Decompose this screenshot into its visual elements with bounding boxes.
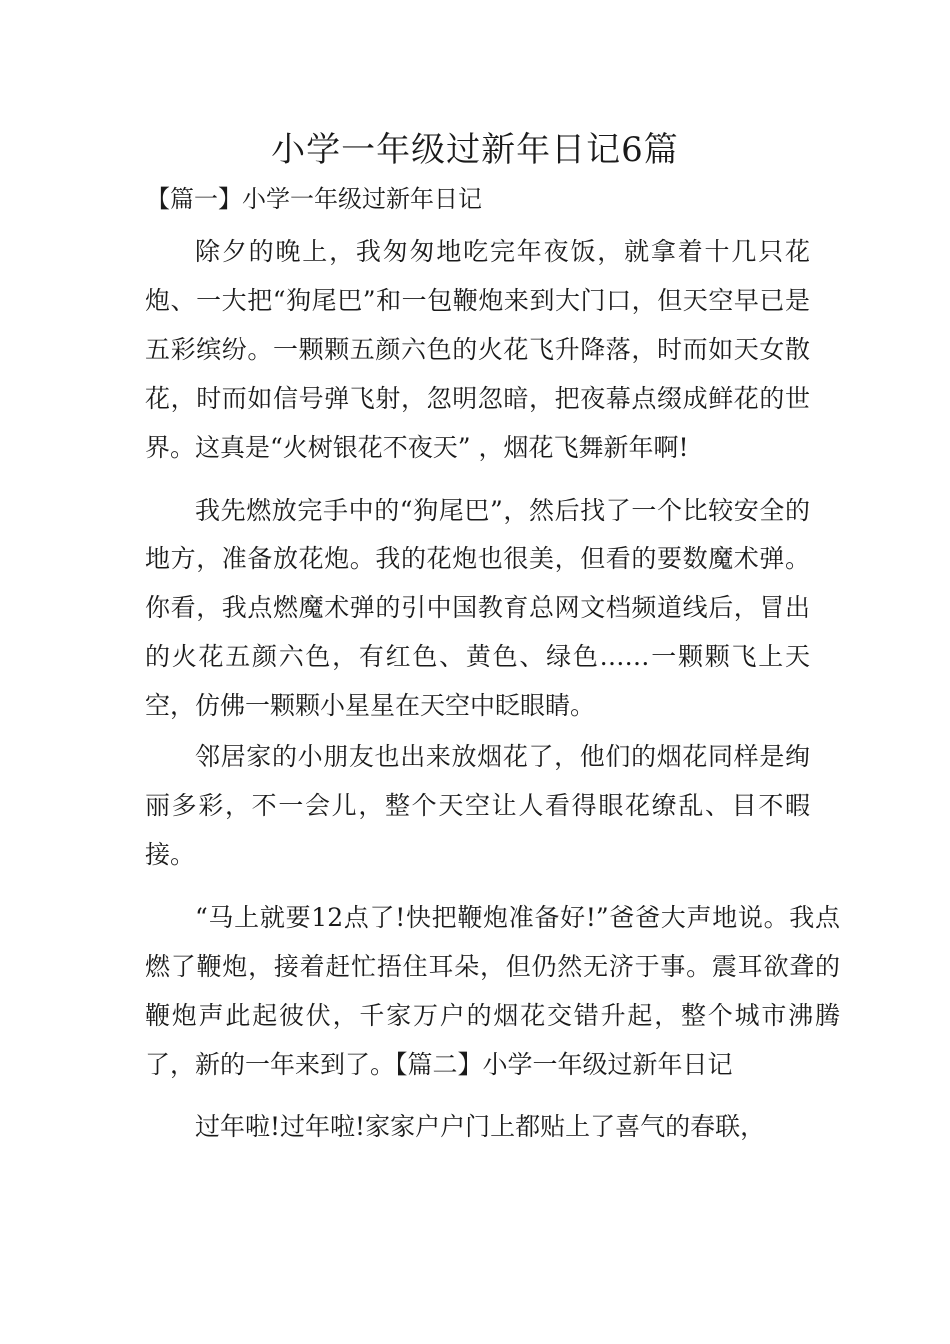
paragraph-2: 我先燃放完手中的“狗尾巴”，然后找了一个比较安全的地方，准备放花炮。我的花炮也很美，但看的要数魔术弹。你看，我点燃魔术弹的引中国教育总网文档频道线后，冒出的火花五颜六色，有红色、黄色、绿色……一颗颗飞上天空，仿佛一颗颗小星星在天空中眨眼睛。 bbox=[145, 495, 810, 721]
paragraph-5: 过年啦!过年啦!家家户户门上都贴上了喜气的春联， bbox=[195, 1112, 766, 1142]
paragraph-3: 邻居家的小朋友也出来放烟花了，他们的烟花同样是绚丽多彩，不一会儿，整个天空让人看得眼花缭乱、目不暇接。 bbox=[145, 742, 810, 869]
document-body bbox=[145, 228, 840, 1152]
paragraph-1: 除夕的晚上，我匆匆地吃完年夜饭，就拿着十几只花炮、一大把“狗尾巴”和一包鞭炮来到大门口，但天空早已是五彩缤纷。一颗颗五颜六色的火花飞升降落，时而如天女散花，时而如信号弹飞射，忽明忽暗，把夜幕点缀成鲜花的世界。这真是“火树银花不夜天” ，烟花飞舞新年啊! bbox=[145, 237, 810, 462]
section-heading: 【篇一】小学一年级过新年日记 bbox=[146, 185, 482, 213]
paragraph-4: “马上就要12点了!快把鞭炮准备好!”爸爸大声地说。我点燃了鞭炮，接着赶忙捂住耳朵，但仍然无济于事。震耳欲聋的鞭炮声此起彼伏，千家万户的烟花交错升起，整个城市沸腾了，新的一年来到了。【篇二】小学一年级过新年日记 bbox=[145, 902, 840, 1079]
document-title: 小学一年级过新年日记6篇 bbox=[271, 130, 679, 170]
